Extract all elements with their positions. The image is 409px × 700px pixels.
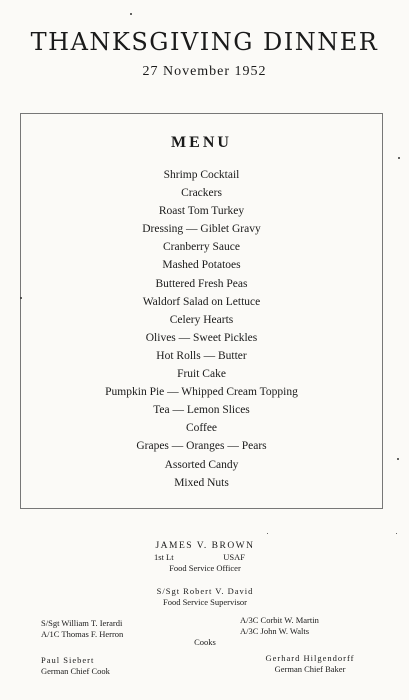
menu-item: Waldorf Salad on Lettuce [142, 295, 261, 308]
officer-name: JAMES V. BROWN [155, 541, 255, 551]
german-cook-signature [41, 655, 110, 677]
cook-name: A/3C John W. Walts [240, 626, 310, 636]
menu-item: Cranberry Sauce [163, 241, 240, 254]
officer-branch: USAF [223, 552, 245, 562]
menu-item: Coffee [185, 422, 218, 435]
supervisor-signature [120, 586, 290, 608]
cook-name: S/Sgt William T. Ierardi [41, 618, 123, 628]
supervisor-name: S/Sgt Robert V. David [156, 586, 254, 596]
cook-name: A/1C Thomas F. Herron [41, 629, 124, 639]
menu-box [20, 113, 383, 509]
speck [267, 533, 268, 534]
menu-item: Hot Rolls — Butter [156, 349, 247, 362]
officer-title: Food Service Officer [169, 563, 241, 573]
speck [397, 458, 399, 460]
menu-item: Assorted Candy [164, 458, 239, 471]
menu-item: Dressing — Giblet Gravy [142, 223, 261, 236]
german-baker-name: Gerhard Hilgendorff [265, 653, 355, 663]
cook-name: A/3C Corbit W. Martin [240, 615, 319, 625]
menu-item: Shrimp Cocktail [163, 169, 240, 181]
german-baker-title: German Chief Baker [274, 664, 346, 674]
menu-item: Grapes — Oranges — Pears [136, 440, 267, 453]
menu-item: Mashed Potatoes [162, 259, 241, 272]
cooks-label: Cooks [194, 637, 216, 647]
menu-item: Tea — Lemon Slices [153, 404, 250, 417]
supervisor-title: Food Service Supervisor [162, 597, 248, 607]
menu-item: Mixed Nuts [174, 476, 229, 489]
menu-item: Buttered Fresh Peas [155, 277, 248, 290]
menu-item: Olives — Sweet Pickles [145, 331, 258, 344]
speck [20, 297, 22, 299]
speck [130, 13, 132, 15]
date-line: 27 November 1952 [142, 64, 267, 79]
german-cook-name: Paul Siebert [41, 655, 95, 665]
menu-item: Pumpkin Pie — Whipped Cream Topping [105, 386, 298, 399]
officer-rank: 1st Lt [154, 552, 174, 562]
german-cook-title: German Chief Cook [41, 666, 110, 676]
menu-heading: MENU [171, 134, 232, 151]
menu-list [21, 166, 382, 492]
speck [398, 157, 400, 159]
menu-item: Fruit Cake [177, 368, 226, 381]
page-title: THANKSGIVING DINNER [30, 28, 379, 56]
officer-rank-row [120, 552, 290, 563]
german-baker-signature [245, 653, 375, 675]
speck [396, 533, 397, 534]
menu-item: Crackers [181, 187, 222, 200]
officer-signature [120, 541, 290, 574]
menu-item: Roast Tom Turkey [158, 205, 245, 218]
menu-item: Celery Hearts [169, 313, 234, 326]
